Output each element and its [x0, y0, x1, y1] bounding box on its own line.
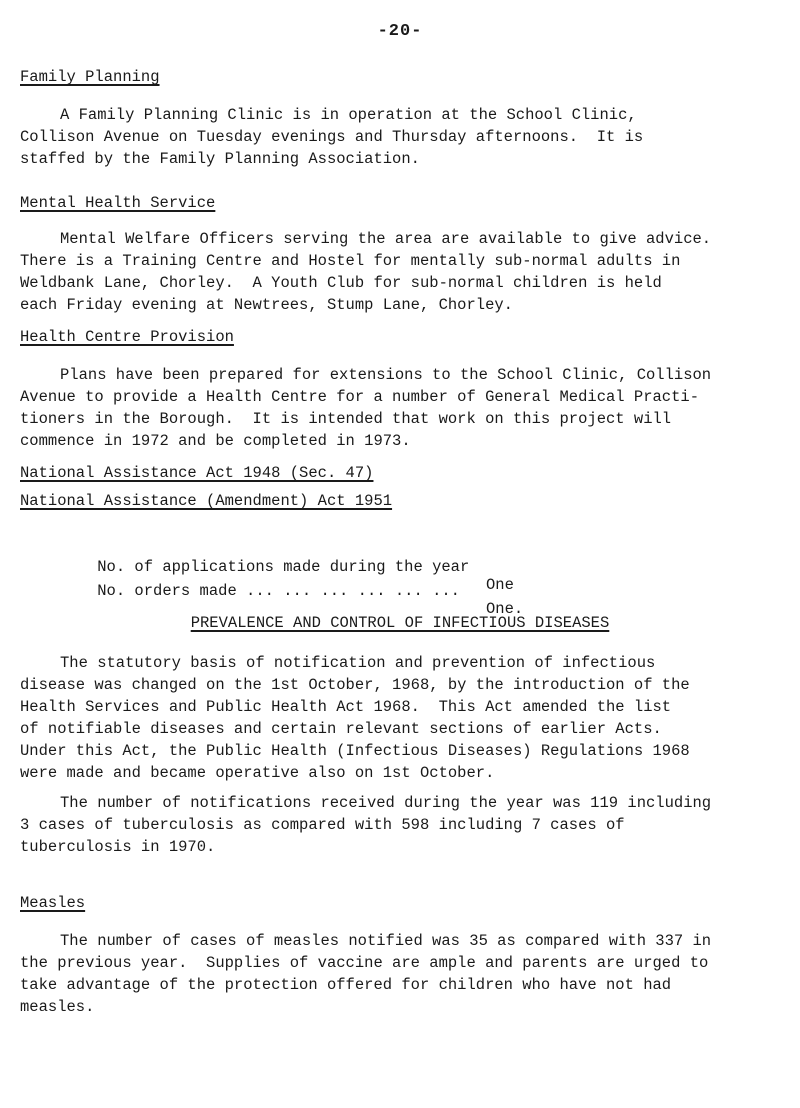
text-line: A Family Planning Clinic is in operation at the School Clinic,: [60, 106, 637, 124]
national-assistance-amendment-heading: National Assistance (Amendment) Act 1951: [20, 492, 393, 510]
applications-label: No. of applications made during the year: [97, 558, 470, 576]
family-planning-heading: Family Planning: [20, 68, 160, 86]
applications-value: One: [486, 576, 514, 594]
text-line: The statutory basis of notification and prevention of infectious: [60, 654, 656, 672]
text-line: measles.: [20, 998, 95, 1016]
infectious-diseases-paragraph-1: [20, 652, 790, 784]
text-line: disease was changed on the 1st October, 1968, by the introduction of the: [20, 676, 690, 694]
text-line: commence in 1972 and be completed in 1973.: [20, 432, 411, 450]
text-line: tioners in the Borough. It is intended that work on this project will: [20, 410, 672, 428]
text-line: staffed by the Family Planning Association.: [20, 150, 420, 168]
measles-heading: Measles: [20, 894, 86, 912]
health-centre-paragraph: [20, 364, 790, 452]
measles-paragraph: [20, 930, 790, 1018]
page-number: -20-: [377, 22, 423, 41]
orders-value: One.: [486, 600, 524, 618]
text-line: The number of cases of measles notified was 35 as compared with 337 in: [60, 932, 712, 950]
text-line: Under this Act, the Public Health (Infectious Diseases) Regulations 1968: [20, 742, 690, 760]
infectious-diseases-paragraph-2: [20, 792, 790, 858]
text-line: take advantage of the protection offered for children who have not had: [20, 976, 672, 994]
text-line: Mental Welfare Officers serving the area are available to give advice.: [60, 230, 712, 248]
text-line: Weldbank Lane, Chorley. A Youth Club for sub-normal children is held: [20, 274, 662, 292]
text-line: 3 cases of tuberculosis as compared with 598 including 7 cases of: [20, 816, 625, 834]
text-line: Plans have been prepared for extensions to the School Clinic, Collison: [60, 366, 712, 384]
text-line: each Friday evening at Newtrees, Stump Lane, Chorley.: [20, 296, 513, 314]
infectious-diseases-heading: PREVALENCE AND CONTROL OF INFECTIOUS DISEASES: [190, 614, 610, 632]
family-planning-paragraph: [20, 104, 790, 170]
text-line: of notifiable diseases and certain relevant sections of earlier Acts.: [20, 720, 662, 738]
text-line: There is a Training Centre and Hostel for mentally sub-normal adults in: [20, 252, 681, 270]
text-line: The number of notifications received during the year was 119 including: [60, 794, 712, 812]
text-line: Avenue to provide a Health Centre for a number of General Medical Practi-: [20, 388, 700, 406]
text-line: Health Services and Public Health Act 1968. This Act amended the list: [20, 698, 672, 716]
health-centre-heading: Health Centre Provision: [20, 328, 234, 346]
orders-label: No. orders made ... ... ... ... ... ...: [97, 582, 460, 600]
text-line: Collison Avenue on Tuesday evenings and Thursday afternoons. It is: [20, 128, 644, 146]
text-line: tuberculosis in 1970.: [20, 838, 216, 856]
text-line: the previous year. Supplies of vaccine are ample and parents are urged to: [20, 954, 709, 972]
mental-health-paragraph: [20, 228, 790, 316]
text-line: were made and became operative also on 1st October.: [20, 764, 495, 782]
mental-health-heading: Mental Health Service: [20, 194, 216, 212]
national-assistance-heading: National Assistance Act 1948 (Sec. 47): [20, 464, 374, 482]
